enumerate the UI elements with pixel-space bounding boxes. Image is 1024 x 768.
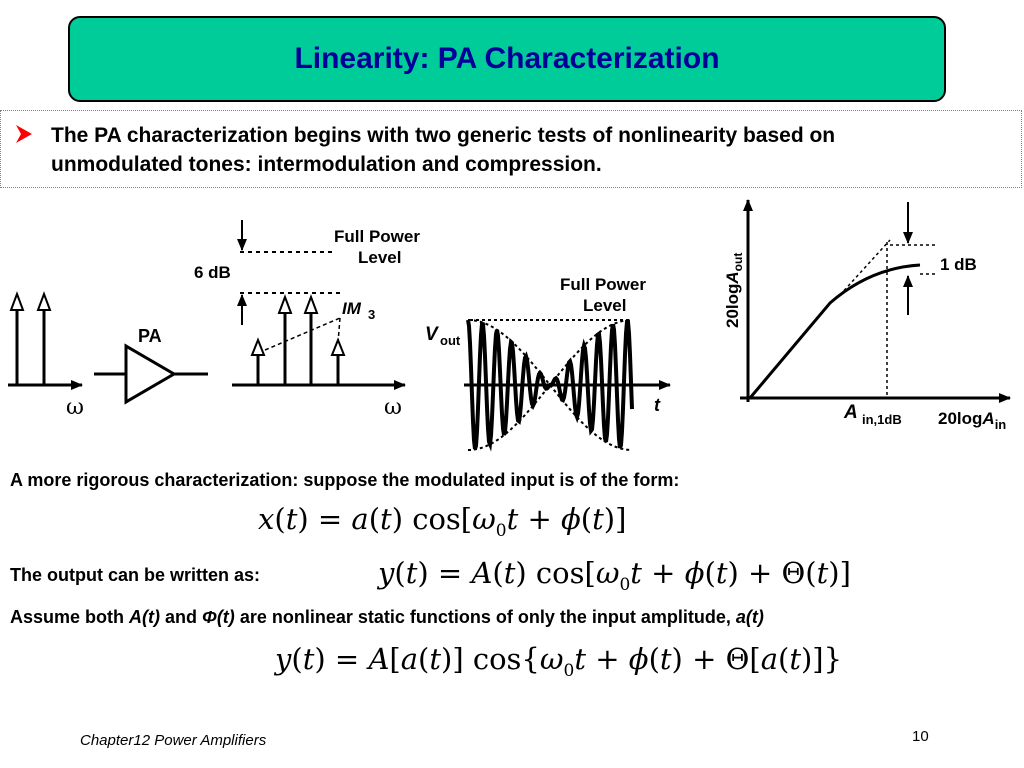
output-spectrum bbox=[194, 220, 420, 420]
bullet-text bbox=[51, 121, 1011, 179]
one-db-label: 1 dB bbox=[940, 255, 977, 274]
full-power2-label-1: Full Power bbox=[560, 275, 646, 294]
omega-label-input: ω bbox=[66, 395, 84, 420]
bullet-line-2: unmodulated tones: intermodulation and compression. bbox=[51, 153, 602, 176]
equation-static: y(t) = A[a(t)] $\cos\{\omega_0t + \phi(t) + \Theta[a(t)]\}$ bbox=[275, 642, 843, 681]
full-power-label-1: Full Power bbox=[334, 227, 420, 246]
output-text: The output can be written as: bbox=[10, 565, 261, 585]
svg-text:20logAout bbox=[723, 253, 745, 328]
im3-subscript: 3 bbox=[368, 307, 376, 322]
assume-phi: Φ(t) bbox=[202, 607, 235, 627]
bullet-line-1: The PA characterization begins with two generic tests of nonlinearity based on bbox=[51, 124, 836, 147]
footer-chapter: Chapter12 Power Amplifiers bbox=[80, 732, 267, 749]
title-banner bbox=[68, 16, 946, 102]
assume-prefix: Assume both bbox=[10, 607, 130, 627]
t-label: t bbox=[654, 395, 660, 415]
assume-middle: are nonlinear static functions of only the input amplitude, bbox=[234, 607, 736, 627]
x-axis-var: A bbox=[982, 409, 995, 428]
assume-text bbox=[10, 607, 764, 628]
im3-label: IM bbox=[342, 299, 361, 318]
y-axis-prefix: 20log bbox=[723, 283, 742, 328]
rigorous-text: A more rigorous characterization: suppose the modulated input is of the form: bbox=[10, 470, 680, 490]
input-spectrum bbox=[8, 294, 84, 420]
full-power2-label-2: Level bbox=[583, 296, 627, 315]
y-axis-var: A bbox=[723, 271, 742, 284]
page-number: 10 bbox=[912, 728, 929, 745]
y-axis-sub: out bbox=[731, 252, 745, 272]
omega-label-output: ω bbox=[384, 395, 402, 420]
bullet-box bbox=[0, 110, 1022, 188]
vout-subscript: out bbox=[440, 333, 461, 348]
svg-text:20logAin bbox=[938, 409, 1006, 432]
pa-amplifier-symbol bbox=[94, 326, 208, 402]
vout-label: V bbox=[425, 324, 438, 345]
pa-characterization-figure bbox=[0, 190, 1024, 465]
ain-subscript: in,1dB bbox=[862, 412, 902, 427]
page-title: Linearity: PA Characterization bbox=[294, 42, 720, 75]
ain-label: A bbox=[844, 402, 858, 423]
compression-plot bbox=[723, 200, 1010, 432]
time-domain-waveform bbox=[425, 275, 670, 450]
bullet-arrow-icon bbox=[13, 123, 35, 145]
equation-output: y(t) = A(t) $\cos[\omega_0t + \phi(t) + \Theta(t)]$ bbox=[378, 556, 851, 595]
x-axis-prefix: 20log bbox=[938, 409, 983, 428]
full-power-label-2: Level bbox=[358, 248, 402, 267]
assume-and: and bbox=[160, 607, 203, 627]
pa-label: PA bbox=[138, 326, 162, 346]
assume-At: A(t) bbox=[129, 607, 160, 627]
six-db-label: 6 dB bbox=[194, 263, 231, 282]
assume-at: a(t) bbox=[735, 607, 764, 627]
x-axis-sub: in bbox=[994, 417, 1007, 432]
equation-input: x(t) = a(t) $\cos[\omega_0t + \phi(t)]$ bbox=[258, 502, 627, 541]
